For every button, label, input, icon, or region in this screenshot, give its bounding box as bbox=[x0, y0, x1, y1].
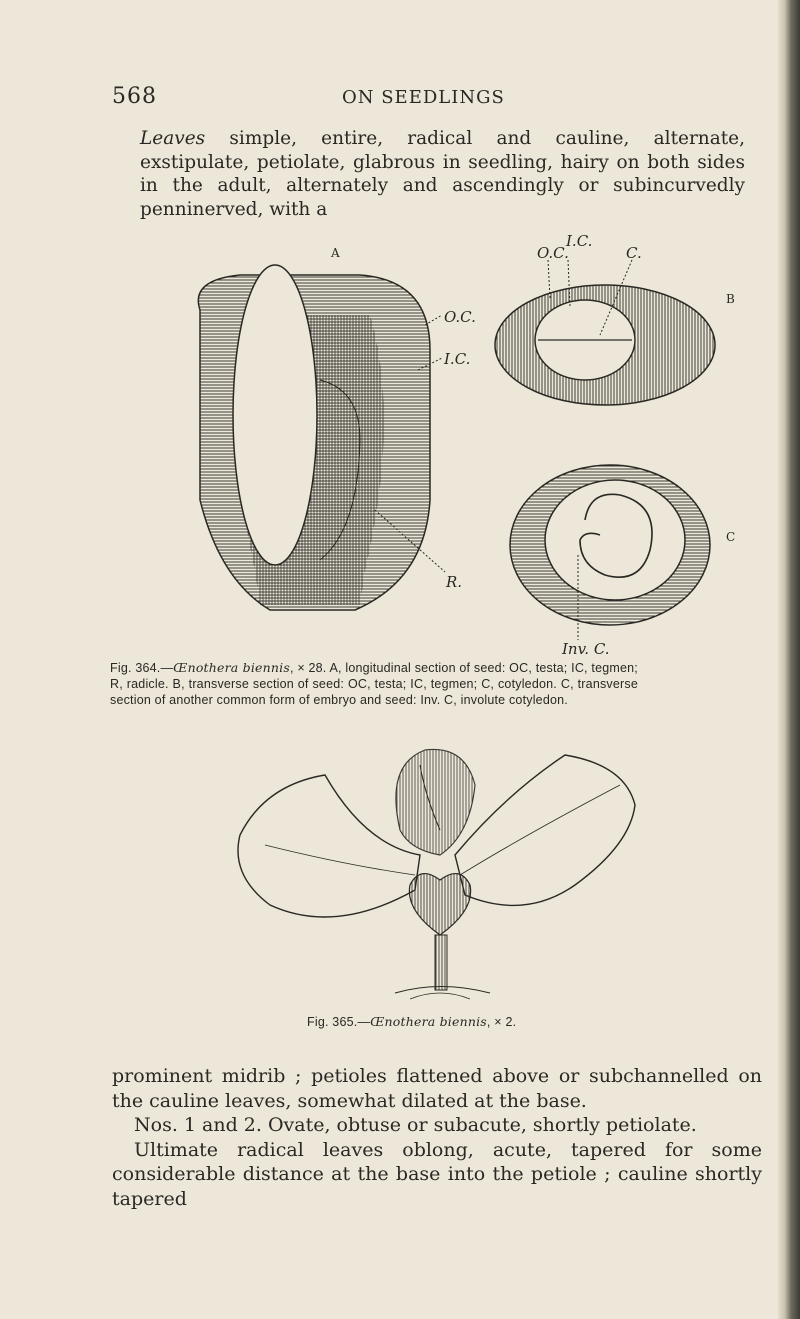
seedling-top-leaf bbox=[396, 749, 475, 855]
paragraph-text: simple, entire, radical and cauline, alternate, exstipulate, petiolate, glabrous in seedling, hairy on both sides in the adult, alternately and ascendingly or subincurvedly penninerved, with a bbox=[140, 128, 745, 220]
seedling-right-leaf bbox=[455, 755, 635, 905]
fig-label-c-b: C. bbox=[626, 244, 642, 262]
seed-involute-section bbox=[510, 465, 710, 640]
paragraph-line: Nos. 1 and 2. Ovate, obtuse or subacute, shortly petiolate. bbox=[134, 1114, 697, 1136]
seedling-heart-leaf bbox=[409, 874, 470, 935]
page-number: 568 bbox=[112, 84, 157, 109]
bottom-paragraph bbox=[112, 1064, 762, 1211]
paragraph-line: prominent midrib ; petioles flattened above or subchannelled on the cauline leaves, somewhat dilated at the base. bbox=[112, 1065, 762, 1112]
fig-label-a: A bbox=[331, 246, 340, 260]
figure-364-caption bbox=[110, 660, 638, 708]
fig-label-ic-a: I.C. bbox=[444, 350, 471, 368]
fig-label-ic-b: I.C. bbox=[566, 232, 593, 250]
caption-prefix: Fig. 364.— bbox=[110, 661, 174, 675]
seedling-stem bbox=[395, 935, 490, 999]
fig-label-inv-c: Inv. C. bbox=[562, 640, 610, 658]
seedling-left-leaf bbox=[238, 775, 420, 917]
caption-prefix: Fig. 365.— bbox=[307, 1015, 371, 1029]
figure-364-illustration bbox=[160, 240, 750, 660]
running-head: ON SEEDLINGS bbox=[342, 87, 505, 108]
figure-365-caption bbox=[307, 1014, 667, 1030]
seed-longitudinal-section bbox=[198, 265, 445, 610]
caption-species: Œnothera biennis bbox=[370, 1014, 487, 1029]
seed-transverse-section bbox=[495, 260, 715, 405]
fig-label-oc-b: O.C. bbox=[537, 244, 569, 262]
paragraph-lead-word: Leaves bbox=[140, 128, 206, 149]
fig-label-radicle: R. bbox=[446, 573, 463, 591]
page-header bbox=[0, 84, 800, 114]
caption-body: , × 28. A, longitudinal section of seed: OC, testa; IC, tegmen; R, radicle. B, transverse section of seed: OC, testa; IC, tegmen; C, cotyledon. C, transverse section of another common form of embryo and seed: Inv. C, involute cotyledon. bbox=[110, 661, 638, 707]
paragraph-line: Ultimate radical leaves oblong, acute, tapered for some considerable distance at the base into the petiole ; cauline shortly tapered bbox=[112, 1138, 762, 1210]
figure-365-seedling-illustration bbox=[225, 735, 655, 1010]
fig-label-b: B bbox=[726, 292, 735, 306]
fig-label-oc-a: O.C. bbox=[444, 308, 476, 326]
top-paragraph bbox=[140, 127, 745, 221]
caption-suffix: , × 2. bbox=[486, 1015, 517, 1029]
fig-label-c: C bbox=[726, 530, 736, 544]
caption-species: Œnothera biennis bbox=[173, 660, 290, 675]
book-spine-shadow bbox=[778, 0, 800, 1319]
